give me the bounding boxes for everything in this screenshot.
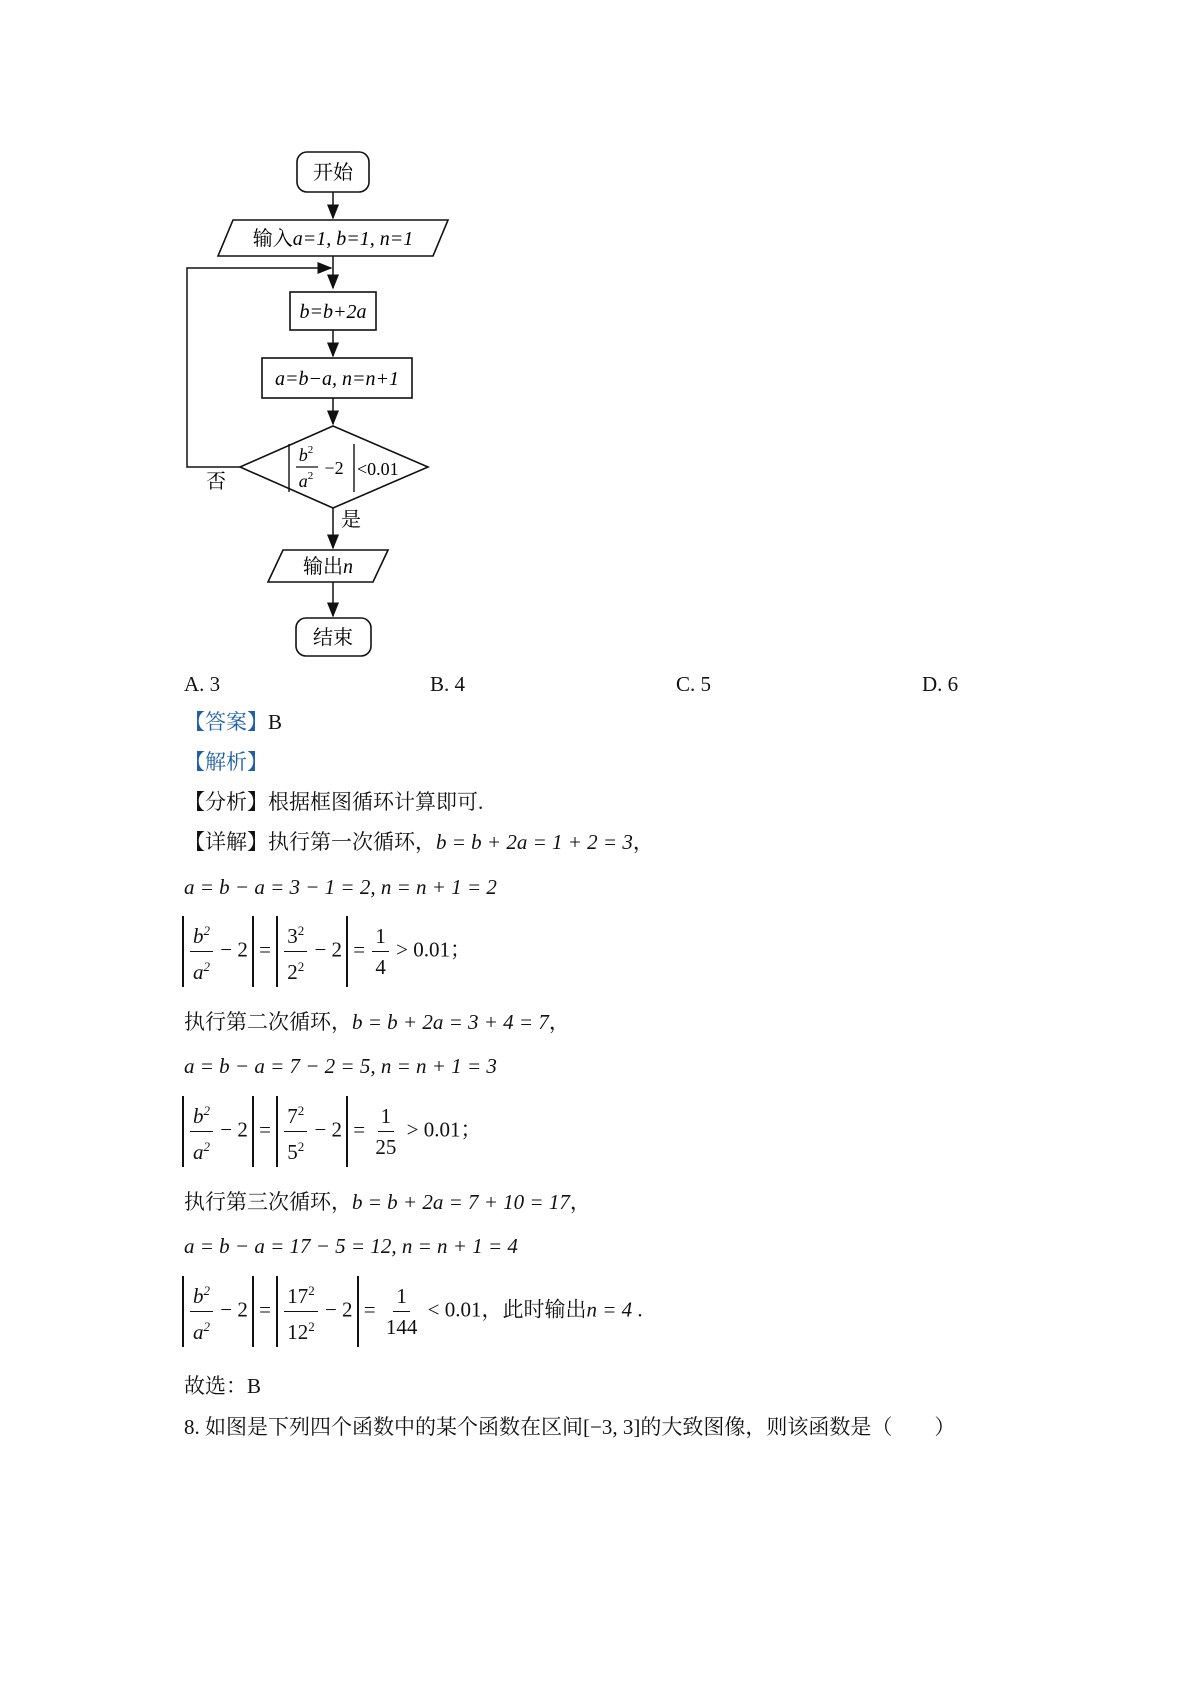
option-c[interactable]: C. 5 — [676, 672, 712, 696]
detail-tag: 【详解】 — [184, 830, 268, 854]
answer-value: B — [268, 710, 283, 734]
loop1-result — [1, 1, 7, 2]
analysis-tag: 【解析】 — [184, 750, 268, 774]
loop2-fraction-line: $\frac{b^2}{a^2}$ − 2 = $\frac{7^2}{5^2}$ − 2 = $\frac{1}{25}$ > 0.01； — [182, 1096, 481, 1167]
loop3-b-expr: b = b + 2a = 7 + 10 = 17 — [352, 1190, 570, 1214]
step-b-label: b=b+2a — [299, 301, 367, 323]
output-text: ，此时输出 — [481, 1297, 587, 1322]
loop1-fraction-line: $\frac{b^2}{a^2}$ − 2 = $\frac{3^2}{2^2}$ − 2 = $\frac{1}{4}$ > 0.01； — [182, 916, 471, 987]
output-label: 输出n — [303, 556, 353, 578]
loop1-b-expr: b = b + 2a = 1 + 2 = 3 — [436, 830, 633, 854]
svg-text:−2: −2 — [324, 458, 344, 478]
option-d[interactable]: D. 6 — [922, 672, 959, 696]
flowchart — [0, 0, 460, 680]
fenxi-text: 根据框图循环计算即可. — [268, 790, 484, 814]
answer-tag: 【答案】 — [184, 710, 268, 734]
choice-line: 故选：B — [184, 1374, 262, 1398]
loop2-a-expr: a = b − a = 7 − 2 = 5, n = n + 1 = 3 — [184, 1054, 497, 1078]
answer-line — [184, 708, 282, 736]
loop1-text: 执行第一次循环， — [268, 830, 436, 854]
loop3-fraction-line: $\frac{b^2}{a^2}$ − 2 = $\frac{17^2}{12^2}$ − 2 = $\frac{1}{144}$ < 0.01，此时输出n = 4 . — [182, 1276, 643, 1347]
option-b[interactable]: B. 4 — [430, 672, 466, 696]
loop2-text: 执行第二次循环， — [184, 1010, 352, 1034]
step-a-n-label: a=b−a, n=n+1 — [275, 368, 399, 390]
loop1-a-expr: a = b − a = 3 − 1 = 2, n = n + 1 = 2 — [184, 875, 497, 899]
loop3-a-expr: a = b − a = 17 − 5 = 12, n = n + 1 = 4 — [184, 1234, 518, 1258]
output-expr: n = 4 — [586, 1297, 633, 1322]
input-label: 输入a=1, b=1, n=1 — [252, 228, 414, 250]
detail-loop1: 【详解】执行第一次循环，b = b + 2a = 1 + 2 = 3， — [184, 830, 654, 854]
loop3-text: 执行第三次循环， — [184, 1190, 352, 1214]
detail-loop2: 执行第二次循环，b = b + 2a = 3 + 4 = 7， — [184, 1010, 570, 1034]
start-label: 开始 — [313, 162, 353, 184]
cond-rhs: <0.01 — [357, 459, 399, 479]
no-label: 否 — [206, 471, 226, 493]
loop2-b-expr: b = b + 2a = 3 + 4 = 7 — [352, 1010, 549, 1034]
svg-text:b2: $b^2$ — [298, 444, 314, 465]
detail-loop3: 执行第三次循环，b = b + 2a = 7 + 10 = 17， — [184, 1190, 591, 1214]
option-a[interactable]: A. 3 — [184, 672, 221, 696]
next-question: 8. 如图是下列四个函数中的某个函数在区间[−3, 3]的大致图像，则该函数是（ ） — [184, 1415, 956, 1439]
fenxi-line — [184, 788, 483, 816]
end-label: 结束 — [313, 627, 353, 649]
svg-text:a2: $a^2$ — [298, 470, 314, 491]
yes-label: 是 — [341, 509, 361, 531]
fenxi-tag: 【分析】 — [184, 790, 268, 814]
